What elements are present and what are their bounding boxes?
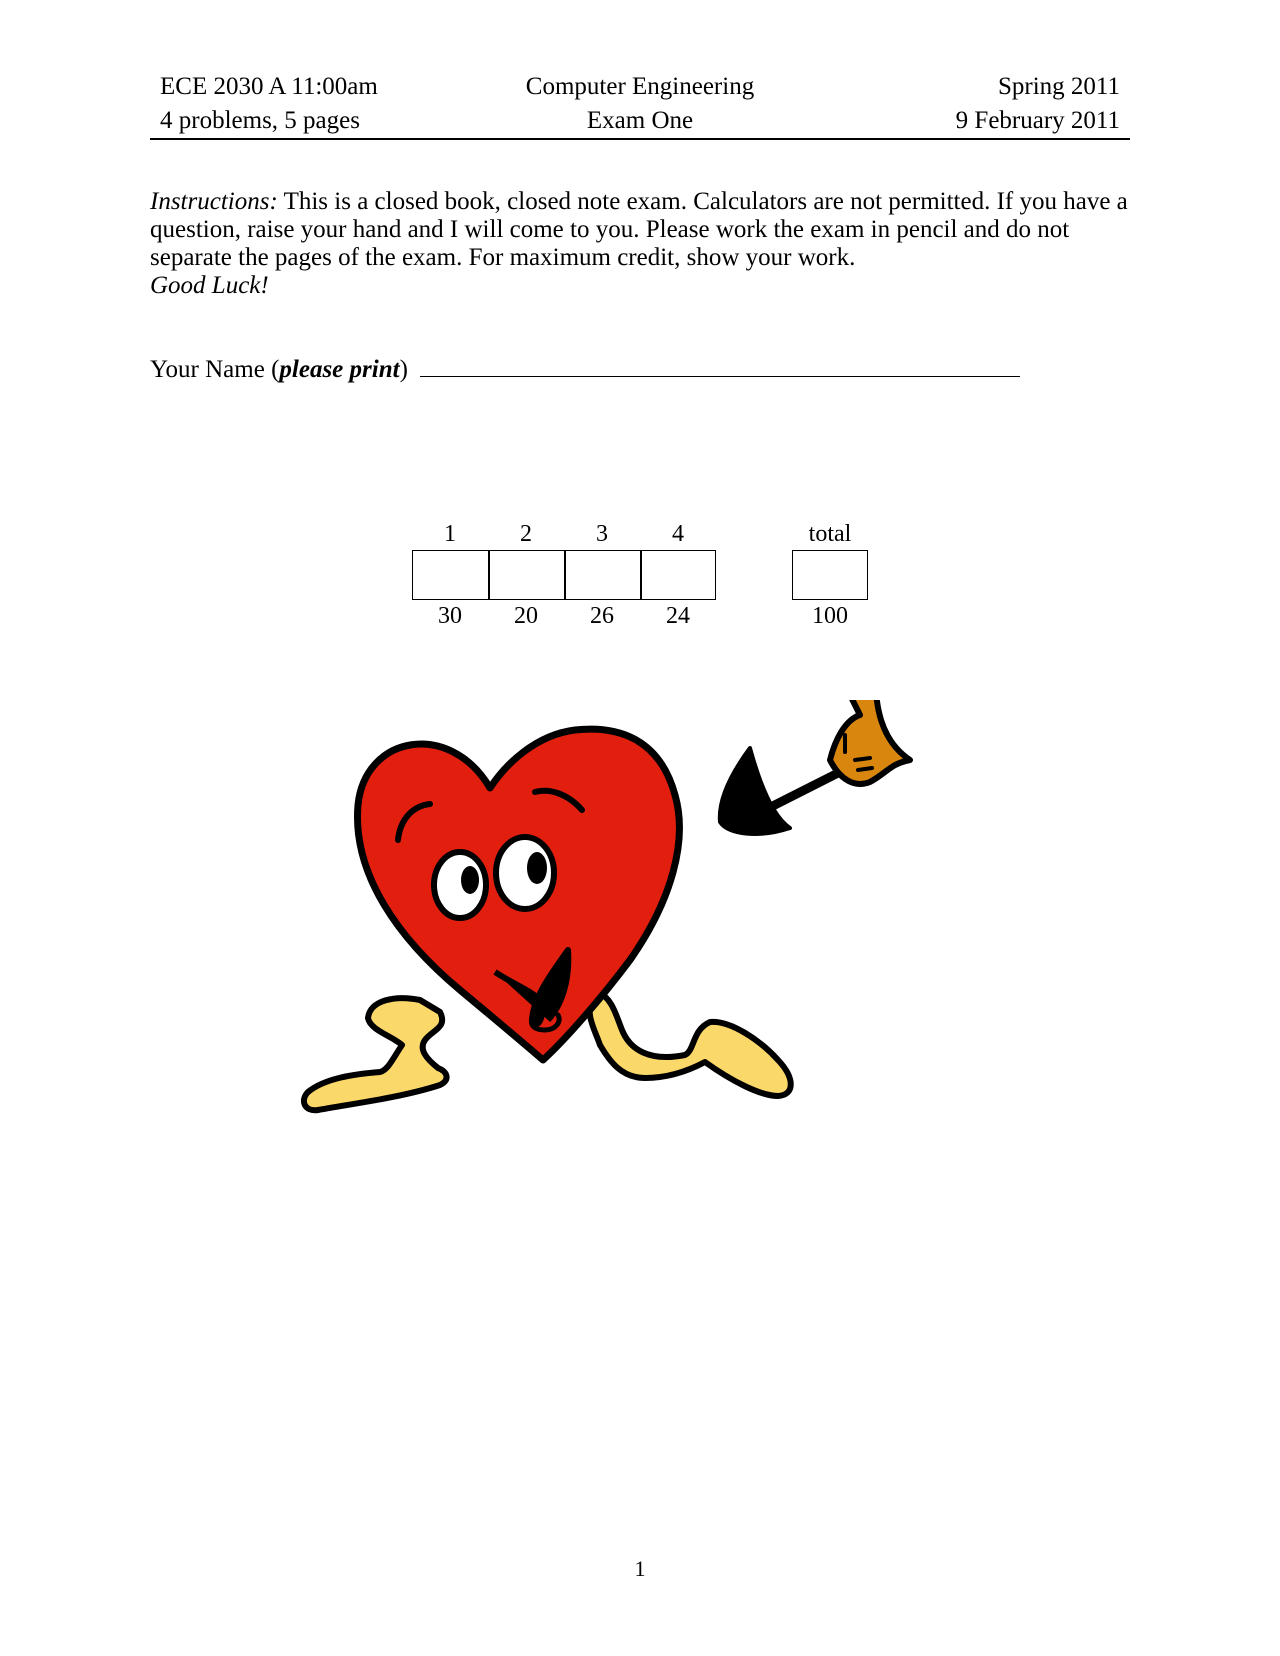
name-label-end: ) <box>399 356 408 383</box>
name-field <box>150 354 1020 385</box>
problem-1-points: 30 <box>438 603 462 629</box>
total-points: 100 <box>812 603 848 629</box>
problem-4-points: 24 <box>666 603 690 629</box>
name-blank-line[interactable] <box>420 354 1020 377</box>
problem-2-points: 20 <box>514 603 538 629</box>
problem-3-score-box[interactable] <box>564 550 642 600</box>
name-label-start: Your Name ( <box>150 356 280 383</box>
arrow-fletching <box>830 700 910 784</box>
course-section: ECE 2030 A 11:00am <box>160 73 378 100</box>
exam-date: 9 February 2011 <box>955 107 1120 134</box>
heart-right-leg <box>590 992 791 1096</box>
department: Computer Engineering <box>525 73 755 100</box>
problem-2-score-box[interactable] <box>488 550 566 600</box>
instructions-body: This is a closed book, closed note exam. Calculators are not permitted. If you have a question, raise your hand and I will come to you. Please work the exam in pencil and do not separate the pages of the exam. For maximum credit, show your work. <box>150 188 1128 271</box>
heart-cartoon-illustration <box>300 700 980 1200</box>
name-label-emphasis: please print <box>279 356 400 383</box>
total-score-box[interactable] <box>792 550 868 600</box>
heart-left-pupil <box>461 866 479 894</box>
problem-3-label: 3 <box>596 521 608 547</box>
arrow-head <box>720 748 790 834</box>
header-row-2 <box>160 104 1120 138</box>
semester: Spring 2011 <box>998 73 1120 100</box>
good-luck: Good Luck! <box>150 272 269 299</box>
problem-3-points: 26 <box>590 603 614 629</box>
heart-right-pupil <box>527 852 547 884</box>
page-number: 1 <box>634 1556 646 1581</box>
problem-2-label: 2 <box>520 521 532 547</box>
heart-left-leg <box>304 998 447 1110</box>
score-table <box>412 520 872 630</box>
header-row-1 <box>160 70 1120 104</box>
exam-length: 4 problems, 5 pages <box>160 107 360 134</box>
problem-1-label: 1 <box>444 521 456 547</box>
problem-4-label: 4 <box>672 521 684 547</box>
problem-1-score-box[interactable] <box>412 550 490 600</box>
instructions-label: Instructions: <box>150 188 278 215</box>
exam-header <box>150 70 1130 140</box>
total-label: total <box>808 521 852 547</box>
exam-title: Exam One <box>586 107 694 134</box>
problem-4-score-box[interactable] <box>640 550 716 600</box>
instructions <box>150 188 1130 300</box>
